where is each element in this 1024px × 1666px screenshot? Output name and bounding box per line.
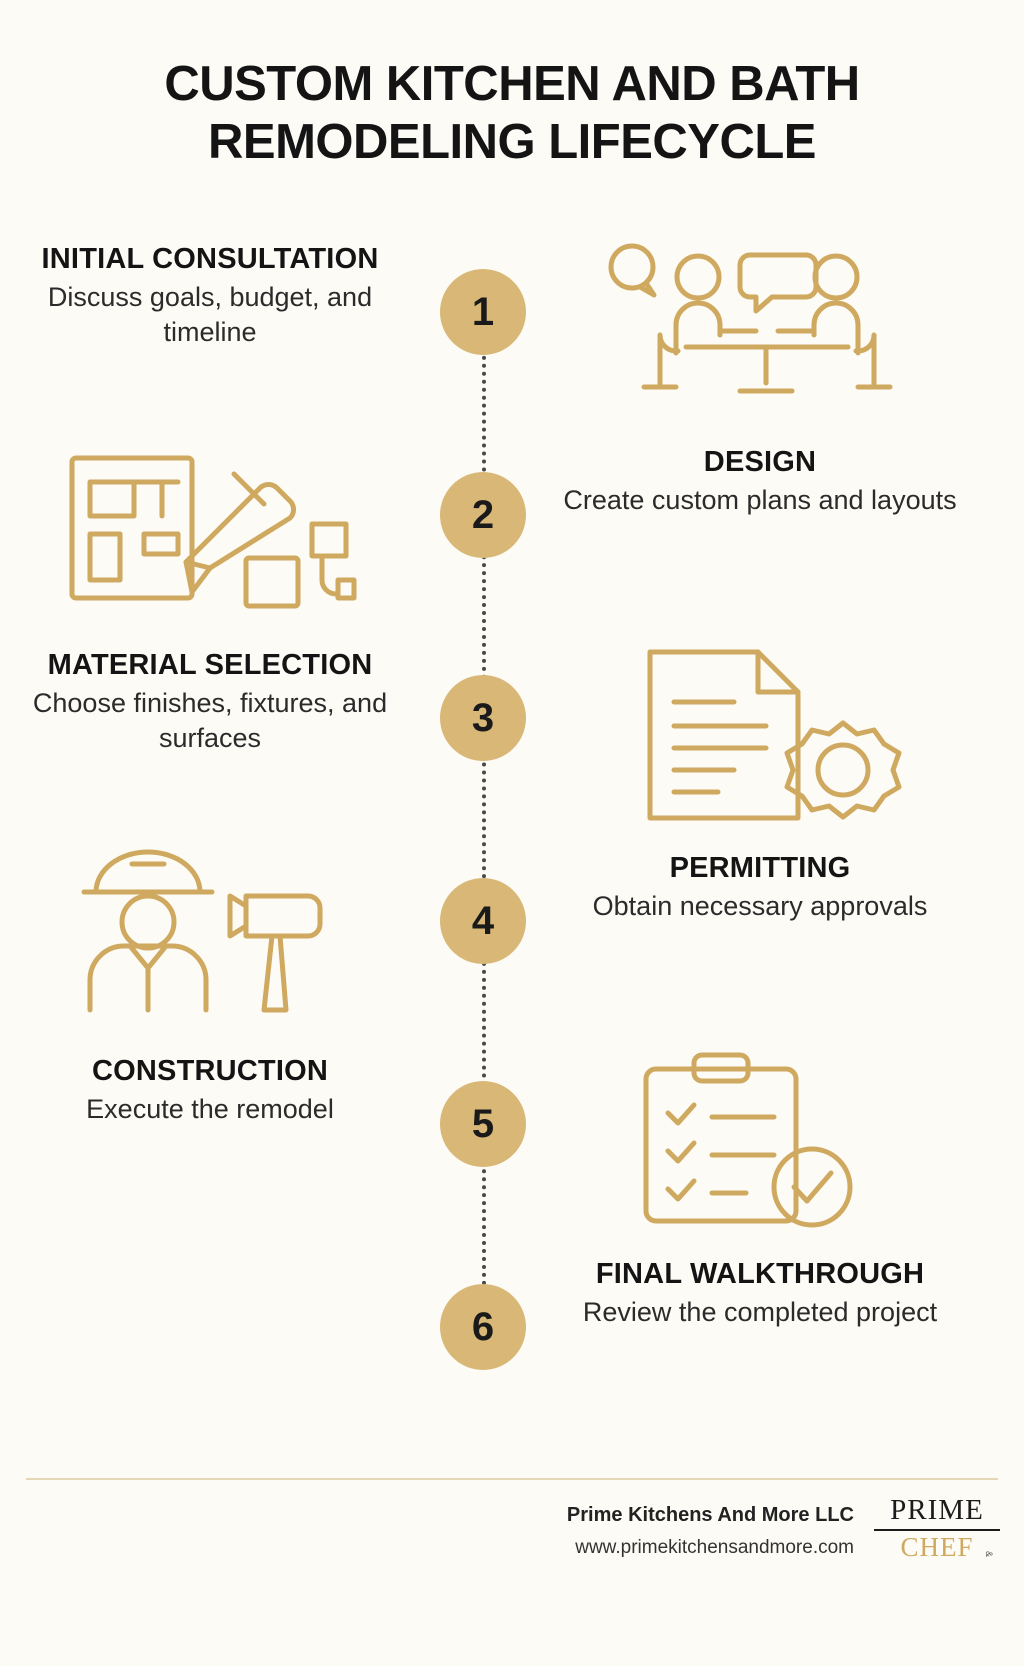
step-badge-1: 1 (440, 269, 526, 355)
step-title: INITIAL CONSULTATION (41, 243, 379, 275)
step-text-2 (560, 445, 960, 518)
step-text-3 (10, 648, 410, 755)
checklist-clipboard-icon (580, 1044, 920, 1234)
logo-ampersand: & (984, 1550, 994, 1557)
list-item (0, 1245, 1024, 1448)
list-item (0, 230, 1024, 433)
brand-logo (872, 1496, 1002, 1561)
step-description: Choose finishes, fixtures, and surfaces (32, 688, 388, 753)
step-badge-6: 6 (440, 1284, 526, 1370)
list-item (0, 636, 1024, 839)
consultation-meeting-icon (580, 232, 920, 422)
step-title: FINAL WALKTHROUGH (595, 1258, 925, 1290)
list-item (0, 433, 1024, 636)
step-description: Discuss goals, budget, and timeline (47, 282, 373, 347)
steps-list (0, 230, 1024, 1448)
list-item (0, 1042, 1024, 1245)
logo-divider (874, 1529, 1000, 1531)
page-title: CUSTOM KITCHEN AND BATH REMODELING LIFECYCLE (164, 57, 860, 169)
step-description: Create custom plans and layouts (563, 485, 957, 516)
logo-top-text: PRIME (890, 1494, 984, 1526)
blueprint-pencil-icon (40, 435, 380, 625)
worker-hammer-icon (40, 841, 380, 1031)
step-badge-4: 4 (440, 878, 526, 964)
step-description: Review the completed project (582, 1297, 938, 1328)
step-text-6 (560, 1257, 960, 1330)
footer (0, 1494, 1024, 1640)
logo-bottom-text: CHEF (900, 1532, 974, 1562)
step-title: CONSTRUCTION (91, 1055, 328, 1087)
step-badge-2: 2 (440, 472, 526, 558)
step-badge-5: 5 (440, 1081, 526, 1167)
step-title: DESIGN (703, 446, 817, 478)
step-description: Execute the remodel (86, 1094, 334, 1125)
list-item (0, 839, 1024, 1042)
step-text-4 (560, 851, 960, 924)
footer-text (567, 1500, 854, 1563)
step-badge-3: 3 (440, 675, 526, 761)
company-name: Prime Kitchens And More LLC (566, 1504, 854, 1526)
certificate-document-icon (580, 638, 920, 828)
step-title: MATERIAL SELECTION (47, 649, 373, 681)
footer-divider (26, 1478, 998, 1480)
step-text-5 (10, 1054, 410, 1127)
website-url[interactable]: www.primekitchensandmore.com (575, 1537, 854, 1558)
step-title: PERMITTING (669, 852, 851, 884)
step-text-1 (10, 242, 410, 349)
step-description: Obtain necessary approvals (592, 891, 928, 922)
